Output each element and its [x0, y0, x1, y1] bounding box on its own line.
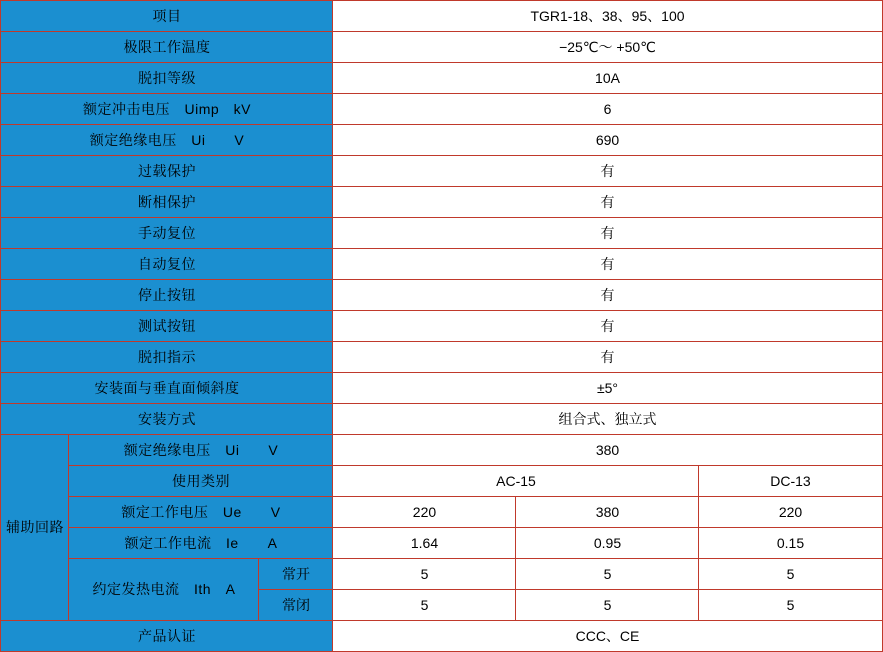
row-value: 有: [333, 280, 882, 311]
aux-row-value: 380: [333, 435, 882, 466]
ith-cell: 5: [333, 590, 516, 621]
table-row-aux-voltage: [1, 497, 882, 528]
table-row: [1, 94, 882, 125]
aux-cell: 220: [333, 497, 516, 528]
table-row: [1, 32, 882, 63]
row-value: 6: [333, 94, 882, 125]
table-row: [1, 187, 882, 218]
row-label: 过载保护: [1, 156, 333, 187]
row-value: 有: [333, 218, 882, 249]
row-label: 自动复位: [1, 249, 333, 280]
table-row: [1, 63, 882, 94]
aux-row-label: 额定绝缘电压 Ui V: [69, 435, 333, 466]
table-row-aux-current: [1, 528, 882, 559]
table-row: [1, 125, 882, 156]
row-label: 极限工作温度: [1, 32, 333, 63]
row-value: ±5°: [333, 373, 882, 404]
row-label: 额定绝缘电压 Ui V: [1, 125, 333, 156]
aux-cell: 0.95: [516, 528, 699, 559]
table-row: [1, 1, 882, 32]
row-value: 有: [333, 156, 882, 187]
row-value: 有: [333, 342, 882, 373]
row-value: 10A: [333, 63, 882, 94]
row-label: 断相保护: [1, 187, 333, 218]
aux-category-ac: AC-15: [333, 466, 699, 497]
ith-label: 约定发热电流 Ith A: [69, 559, 259, 621]
row-value: 690: [333, 125, 882, 156]
table-row: [1, 218, 882, 249]
table-row-aux-category: [1, 466, 882, 497]
table-row: [1, 311, 882, 342]
ith-sub-label-normally-closed: 常闭: [259, 590, 333, 621]
row-label: 脱扣等级: [1, 63, 333, 94]
row-label: 手动复位: [1, 218, 333, 249]
aux-cell: 0.15: [699, 528, 882, 559]
ith-cell: 5: [516, 559, 699, 590]
table-row: [1, 404, 882, 435]
ith-cell: 5: [699, 590, 882, 621]
ith-cell: 5: [333, 559, 516, 590]
aux-row-label: 额定工作电流 Ie A: [69, 528, 333, 559]
table-row: [1, 249, 882, 280]
aux-cell: 220: [699, 497, 882, 528]
table-row-aux-insulation: [1, 435, 882, 466]
row-label: 额定冲击电压 Uimp kV: [1, 94, 333, 125]
row-value: TGR1-18、38、95、100: [333, 1, 882, 32]
table-row-ith-no: [1, 559, 882, 590]
row-value: CCC、CE: [333, 621, 882, 652]
row-value: 有: [333, 187, 882, 218]
table-row: [1, 280, 882, 311]
row-label: 安装方式: [1, 404, 333, 435]
row-label: 脱扣指示: [1, 342, 333, 373]
row-label: 产品认证: [1, 621, 333, 652]
row-value: 有: [333, 311, 882, 342]
aux-cell: 380: [516, 497, 699, 528]
aux-row-label: 使用类别: [69, 466, 333, 497]
aux-cell: 1.64: [333, 528, 516, 559]
table-row: [1, 156, 882, 187]
row-label: 安装面与垂直面倾斜度: [1, 373, 333, 404]
ith-sub-label-normally-open: 常开: [259, 559, 333, 590]
row-label: 项目: [1, 1, 333, 32]
aux-row-label: 额定工作电压 Ue V: [69, 497, 333, 528]
row-value: −25℃～ +50℃: [333, 32, 882, 63]
row-label: 测试按钮: [1, 311, 333, 342]
ith-cell: 5: [699, 559, 882, 590]
aux-category-dc: DC-13: [699, 466, 882, 497]
row-value: 组合式、独立式: [333, 404, 882, 435]
table-row-certification: [1, 621, 882, 652]
table-row: [1, 342, 882, 373]
ith-cell: 5: [516, 590, 699, 621]
row-value: 有: [333, 249, 882, 280]
aux-group-label: 辅助回路: [1, 435, 69, 621]
row-label: 停止按钮: [1, 280, 333, 311]
table-row: [1, 373, 882, 404]
